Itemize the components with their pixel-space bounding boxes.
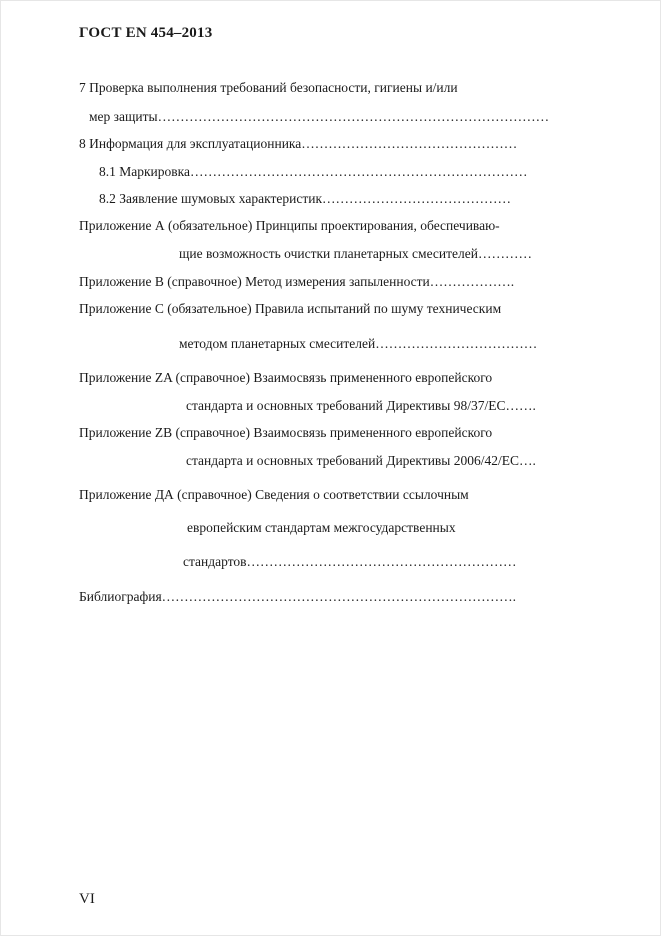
toc-entry-appendix-za-continuation: стандарта и основных требований Директивы 98/37/ЕС…….: [186, 398, 536, 413]
toc-entry-7: 7 Проверка выполнения требований безопасности, гигиены и/или: [79, 80, 458, 95]
page-number: VI: [79, 891, 95, 907]
toc-entry-appendix-da-continuation-2: стандартов……………………………………………………: [183, 554, 517, 569]
toc-entry-appendix-zb: Приложение ZB (справочное) Взаимосвязь примененного европейского: [79, 425, 493, 440]
toc-entry-appendix-c: Приложение С (обязательное) Правила испытаний по шуму техническим: [79, 301, 502, 316]
toc-entry-appendix-za: Приложение ZA (справочное) Взаимосвязь примененного европейского: [79, 370, 493, 385]
toc-entry-appendix-zb-continuation: стандарта и основных требований Директивы 2006/42/ЕС….: [186, 453, 536, 468]
toc-entry-appendix-a: Приложение А (обязательное) Принципы проектирования, обеспечиваю-: [79, 218, 500, 233]
toc-entry-bibliography: Библиография…………………………………………………………………….: [79, 589, 517, 604]
toc-entry-8-2: 8.2 Заявление шумовых характеристик……………………………………: [99, 191, 512, 206]
toc-entry-appendix-a-continuation: щие возможность очистки планетарных смесителей…………: [179, 246, 532, 261]
toc-entry-appendix-c-continuation: методом планетарных смесителей………………………………: [179, 336, 538, 351]
toc-entry-appendix-da-continuation-1: европейским стандартам межгосударственных: [187, 520, 456, 535]
toc-entry-7-continuation: мер защиты……………………………………………………………………………: [89, 109, 550, 124]
toc-entry-appendix-b: Приложение В (справочное) Метод измерения запыленности……………….: [79, 274, 515, 289]
toc-entry-8: 8 Информация для эксплуатационника…………………………………………: [79, 136, 518, 151]
toc-entry-8-1: 8.1 Маркировка…………………………………………………………………: [99, 164, 528, 179]
toc-entry-appendix-da: Приложение ДА (справочное) Сведения о соответствии ссылочным: [79, 487, 469, 502]
document-header: ГОСТ EN 454–2013: [79, 25, 213, 41]
